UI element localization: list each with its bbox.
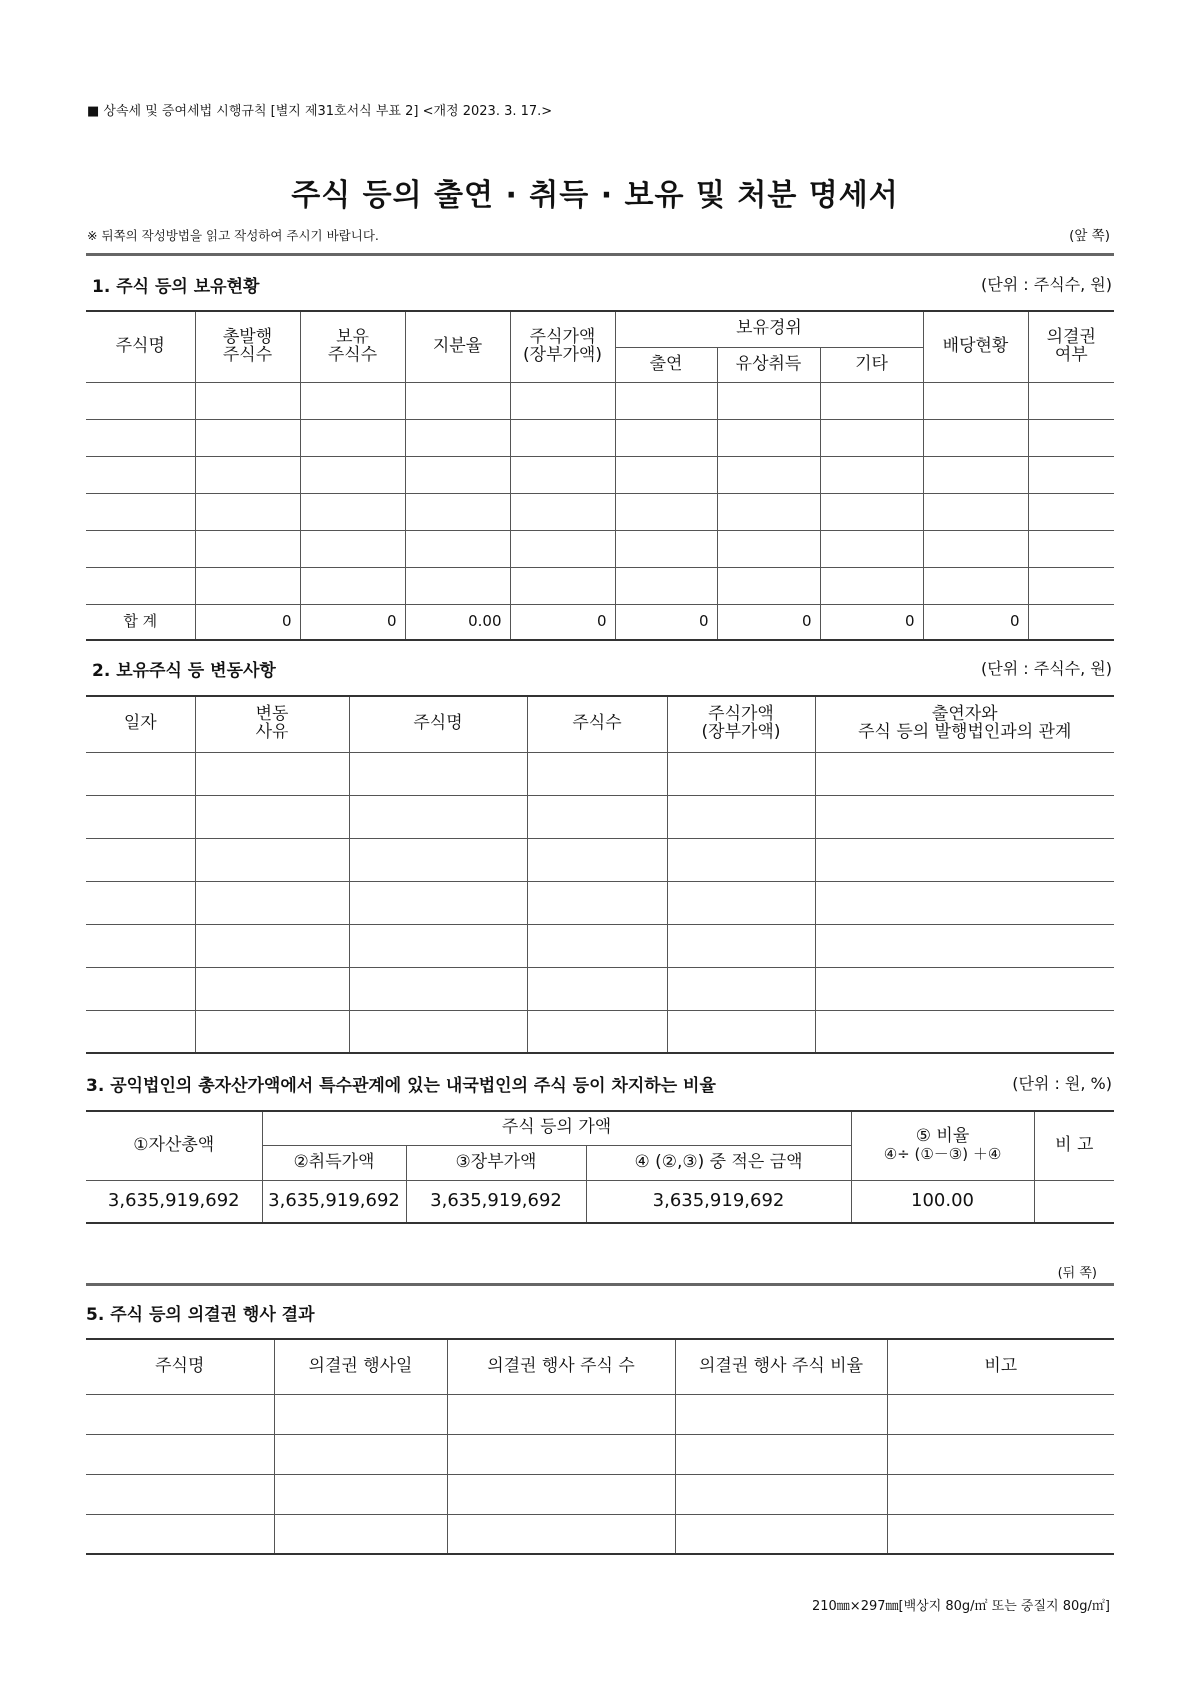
col-remarks: 비고 (887, 1339, 1114, 1394)
form-reference: ■ 상속세 및 증여세법 시행규칙 [별지 제31호서식 부표 2] <개정 2023. 3. 17.> (87, 104, 553, 119)
section3-title: 3. 공익법인의 총자산가액에서 특수관계에 있는 내국법인의 주식 등이 차지하는 비율 (86, 1076, 716, 1096)
col-stock-name: 주식명 (86, 311, 195, 382)
section3-unit: (단위 : 원, %) (1012, 1074, 1112, 1093)
section2-title: 2. 보유주식 등 변동사항 (92, 661, 276, 681)
instruction-note: ※ 뒤쪽의 작성방법을 읽고 작성하여 주시기 바랍니다. (87, 228, 379, 243)
total-held-sum: 0 (300, 604, 405, 640)
col-total-issued: 총발행 주식수 (195, 311, 300, 382)
total-issued-sum: 0 (195, 604, 300, 640)
remarks-value[interactable] (1034, 1180, 1114, 1223)
paper-spec-footer: 210㎜×297㎜[백상지 80g/㎡ 또는 중질지 80g/㎡] (811, 1599, 1110, 1614)
book-value[interactable]: 3,635,919,692 (406, 1180, 586, 1223)
col-dividend: 배당현황 (923, 311, 1028, 382)
col-held-shares: 보유 주식수 (300, 311, 405, 382)
page-title: 주식 등의 출연 · 취득 · 보유 및 처분 명세서 (291, 178, 899, 213)
section2-unit: (단위 : 주식수, 원) (981, 659, 1112, 678)
col-lesser-amount: ④ (②,③) 중 적은 금액 (586, 1145, 851, 1180)
col-change-reason: 변동 사유 (195, 696, 349, 752)
section1-title: 1. 주식 등의 보유현황 (92, 277, 260, 297)
section5-title: 5. 주식 등의 의결권 행사 결과 (86, 1305, 315, 1325)
section1-unit: (단위 : 주식수, 원) (981, 275, 1112, 294)
col-stock-value: 주식가액 (장부가액) (510, 311, 615, 382)
table-row (86, 456, 1114, 493)
col-share-count: 주식수 (527, 696, 667, 752)
table-row (86, 382, 1114, 419)
holdings-table (86, 310, 1114, 641)
voting-table (86, 1338, 1114, 1555)
lesser-amount-value[interactable]: 3,635,919,692 (586, 1180, 851, 1223)
col-remarks: 비 고 (1034, 1111, 1114, 1180)
table-row (86, 1394, 1114, 1434)
table-row (86, 752, 1114, 795)
total-voting (1028, 604, 1114, 640)
header-divider (86, 253, 1114, 256)
col-exercise-date: 의결권 행사일 (274, 1339, 447, 1394)
col-ratio: ⑤ 비율 ④÷ (①－③) ＋④ (851, 1111, 1034, 1180)
col-exercise-count: 의결권 행사 주식 수 (447, 1339, 675, 1394)
col-stock-value: 주식가액 (장부가액) (667, 696, 815, 752)
col-other: 기타 (820, 347, 923, 382)
col-exercise-ratio: 의결권 행사 주식 비율 (675, 1339, 887, 1394)
total-value-sum: 0 (510, 604, 615, 640)
table-row (86, 1434, 1114, 1474)
total-assets-value[interactable]: 3,635,919,692 (86, 1180, 262, 1223)
acquisition-value[interactable]: 3,635,919,692 (262, 1180, 406, 1223)
total-dividend-sum: 0 (923, 604, 1028, 640)
col-contribution: 출연 (615, 347, 717, 382)
ratio-value[interactable]: 100.00 (851, 1180, 1034, 1223)
back-divider (86, 1283, 1114, 1286)
back-side-label: (뒤 쪽) (1057, 1266, 1097, 1281)
col-stock-value-group: 주식 등의 가액 (262, 1111, 851, 1145)
table-row (86, 881, 1114, 924)
table-row (86, 567, 1114, 604)
col-voting: 의결권 여부 (1028, 311, 1114, 382)
table-row (86, 924, 1114, 967)
col-stock-name: 주식명 (349, 696, 527, 752)
table-row (86, 1514, 1114, 1554)
col-paid-acquisition: 유상취득 (717, 347, 820, 382)
col-date: 일자 (86, 696, 195, 752)
col-holding-route: 보유경위 (615, 311, 923, 347)
table-row (86, 493, 1114, 530)
total-row (86, 604, 1114, 640)
col-total-assets: ①자산총액 (86, 1111, 262, 1180)
table-row (86, 967, 1114, 1010)
ratio-table (86, 1110, 1114, 1224)
col-relation: 출연자와 주식 등의 발행법인과의 관계 (815, 696, 1114, 752)
table-row (86, 419, 1114, 456)
total-paid-sum: 0 (717, 604, 820, 640)
table-row (86, 838, 1114, 881)
total-label: 합 계 (86, 604, 195, 640)
page-side-label: (앞 쪽) (1069, 228, 1110, 244)
changes-table (86, 695, 1114, 1054)
total-ratio-sum: 0.00 (405, 604, 510, 640)
col-book-value: ③장부가액 (406, 1145, 586, 1180)
col-acquisition-value: ②취득가액 (262, 1145, 406, 1180)
table-row (86, 530, 1114, 567)
table-row (86, 795, 1114, 838)
total-contribution-sum: 0 (615, 604, 717, 640)
col-share-ratio: 지분율 (405, 311, 510, 382)
total-other-sum: 0 (820, 604, 923, 640)
table-row (86, 1474, 1114, 1514)
ratio-values-row (86, 1180, 1114, 1223)
col-stock-name: 주식명 (86, 1339, 274, 1394)
table-row (86, 1010, 1114, 1053)
